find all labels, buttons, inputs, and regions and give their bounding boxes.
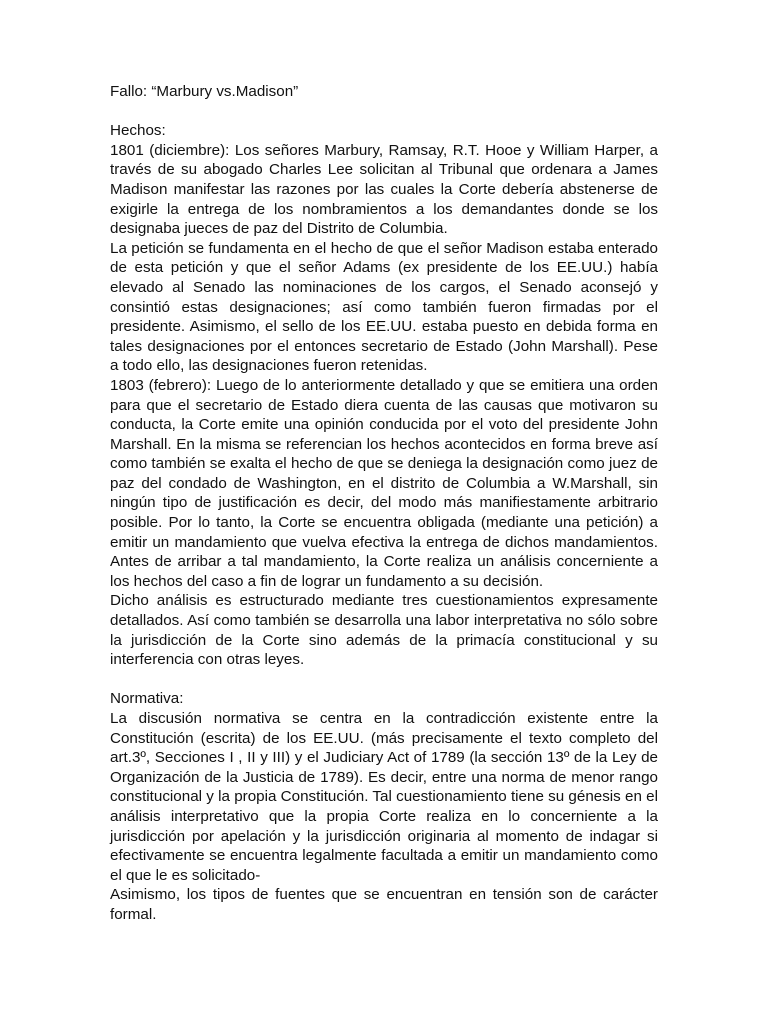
document-page [110, 82, 658, 944]
section-heading: Normativa: [110, 690, 184, 708]
section-normativa [110, 689, 658, 924]
section-hechos [110, 121, 658, 670]
paragraph: La petición se fundamenta en el hecho de que el señor Madison estaba enterado de esta petición y que el señor Adams (ex presidente de los EE.UU.) había elevado al Senado las nominaciones de los cargos, el Senado aconsejó y consintió estas designaciones; así como también fueron firmadas por el presidente. Asimismo, el sello de los EE.UU. estaba puesto en debida forma en tales designaciones por el entonces secretario de Estado (John Marshall). Pese a todo ello, las designaciones fueron retenidas. [110, 239, 658, 375]
paragraph: Asimismo, los tipos de fuentes que se encuentran en tensión son de carácter formal. [110, 886, 658, 923]
section-heading: Hechos: [110, 122, 166, 140]
paragraph: 1801 (diciembre): Los señores Marbury, Ramsay, R.T. Hooe y William Harper, a través de su abogado Charles Lee solicitan al Tribunal que ordenara a James Madison manifestar las razones por las cuales la Corte debería abstenerse de exigirle la entrega de los nombramientos a los demandantes donde se los designaba jueces de paz del Distrito de Columbia. [110, 141, 658, 238]
paragraph: Dicho análisis es estructurado mediante tres cuestionamientos expresamente detallados. Así como también se desarrolla una labor interpretativa no sólo sobre la jurisdicción de la Corte sino además de la primacía constitucional y su interferencia con otras leyes. [110, 592, 658, 669]
paragraph: 1803 (febrero): Luego de lo anteriormente detallado y que se emitiera una orden para que el secretario de Estado diera cuenta de las causas que motivaron su conducta, la Corte emite una opinión conducida por el voto del presidente John Marshall. En la misma se referencian los hechos acontecidos en forma breve así como también se exalta el hecho de que se deniega la designación como juez de paz del condado de Washington, en el distrito de Columbia a W.Marshall, sin ningún tipo de justificación es decir, del modo más manifiestamente arbitrario posible. Por lo tanto, la Corte se encuentra obligada (mediante una petición) a emitir un mandamiento que vuelva efectiva la entrega de dichos mandamientos. Antes de arribar a tal mandamiento, la Corte realiza un análisis concerniente a los hechos del caso a fin de lograr un fundamento a su decisión. [110, 376, 658, 590]
paragraph: La discusión normativa se centra en la contradicción existente entre la Constitución (escrita) de los EE.UU. (más precisamente el texto completo del art.3º, Secciones I , II y III) y el Judiciary Act of 1789 (la sección 13º de la Ley de Organización de la Justicia de 1789). Es decir, entre una norma de menor rango constitucional y la propia Constitución. Tal cuestionamiento tiene su génesis en el análisis interpretativo que la propia Corte realiza en lo concerniente a la jurisdicción por apelación y la jurisdicción originaria al momento de indagar si efectivamente se encuentra legalmente facultada a emitir un mandamiento como el que le es solicitado- [110, 710, 658, 884]
document-title: Fallo: “Marbury vs.Madison” [110, 83, 299, 100]
